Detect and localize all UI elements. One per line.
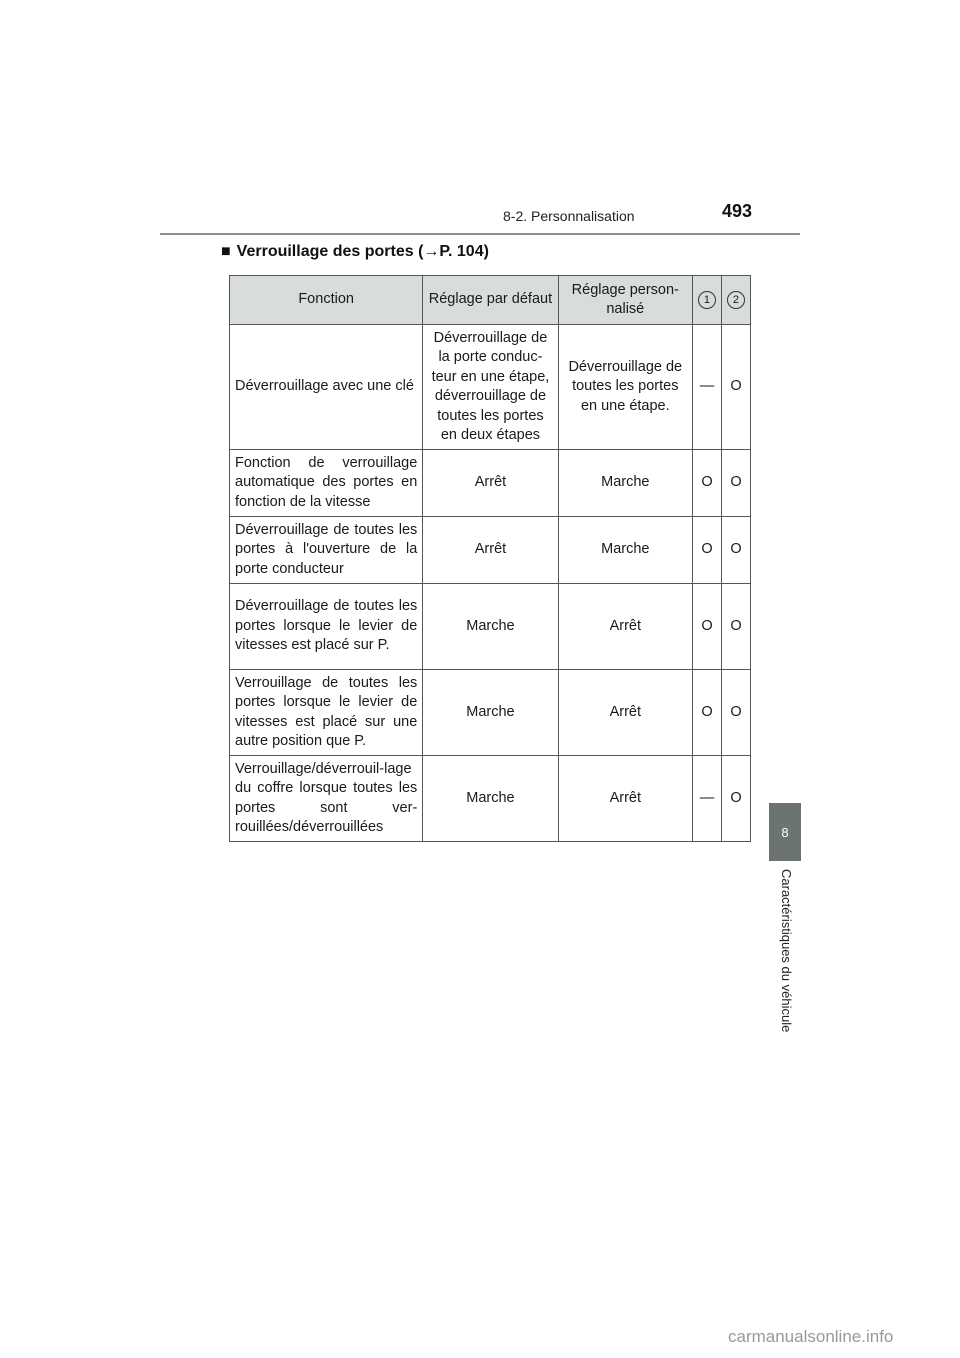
table-row (230, 325, 751, 450)
row-col1: O (692, 670, 721, 756)
row-col2: O (721, 517, 750, 584)
chapter-title: Caractéristiques du véhicule (779, 869, 794, 1033)
row-col1: O (692, 584, 721, 670)
row-custom: Arrêt (558, 756, 692, 842)
watermark: carmanualsonline.info (728, 1327, 894, 1346)
header-divider (160, 233, 800, 235)
row-custom: Marche (558, 450, 692, 517)
header-section-title: 8-2. Personnalisation (503, 208, 635, 224)
table-row (230, 670, 751, 756)
row-col1: O (692, 517, 721, 584)
row-default: Déverrouillage de la porte conduc-teur en une étape, déverrouillage de toutes les portes en deux étapes (423, 325, 558, 450)
circled-two-icon: 2 (727, 291, 745, 309)
table-row (230, 450, 751, 517)
row-function: Déverrouillage de toutes les portes à l'ouverture de la porte conducteur (230, 517, 423, 584)
section-title (221, 243, 489, 261)
row-default: Arrêt (423, 450, 558, 517)
row-function: Verrouillage/déverrouil-lage du coffre lorsque toutes les portes sont ver-rouillées/déverrouillées (230, 756, 423, 842)
row-default: Marche (423, 584, 558, 670)
section-title-text: Verrouillage des portes (→P. 104) (236, 243, 489, 260)
row-function: Déverrouillage de toutes les portes lorsque le levier de vitesses est placé sur P. (230, 584, 423, 670)
row-col2: O (721, 584, 750, 670)
chapter-tab: 8 (769, 803, 801, 861)
row-col2: O (721, 325, 750, 450)
header-col2 (721, 276, 750, 325)
page-number: 493 (722, 201, 753, 221)
table-row (230, 756, 751, 842)
row-col1: O (692, 450, 721, 517)
row-col2: O (721, 670, 750, 756)
row-function: Verrouillage de toutes les portes lorsque le levier de vitesses est placé sur une autre position que P. (230, 670, 423, 756)
header-custom: Réglage person-nalisé (558, 276, 692, 325)
settings-table (229, 275, 751, 842)
table-row (230, 517, 751, 584)
row-custom: Déverrouillage de toutes les portes en une étape. (558, 325, 692, 450)
header-col1 (692, 276, 721, 325)
header-function: Fonction (230, 276, 423, 325)
table-row (230, 584, 751, 670)
table-header-row (230, 276, 751, 325)
row-custom: Arrêt (558, 670, 692, 756)
row-default: Marche (423, 670, 558, 756)
row-col1: — (692, 325, 721, 450)
row-default: Arrêt (423, 517, 558, 584)
row-function: Déverrouillage avec une clé (230, 325, 423, 450)
row-col2: O (721, 450, 750, 517)
square-bullet-icon: ■ (221, 243, 231, 260)
row-custom: Arrêt (558, 584, 692, 670)
circled-one-icon: 1 (698, 291, 716, 309)
row-default: Marche (423, 756, 558, 842)
row-col1: — (692, 756, 721, 842)
header-default: Réglage par défaut (423, 276, 558, 325)
row-function: Fonction de verrouillage automatique des portes en fonction de la vitesse (230, 450, 423, 517)
row-custom: Marche (558, 517, 692, 584)
row-col2: O (721, 756, 750, 842)
